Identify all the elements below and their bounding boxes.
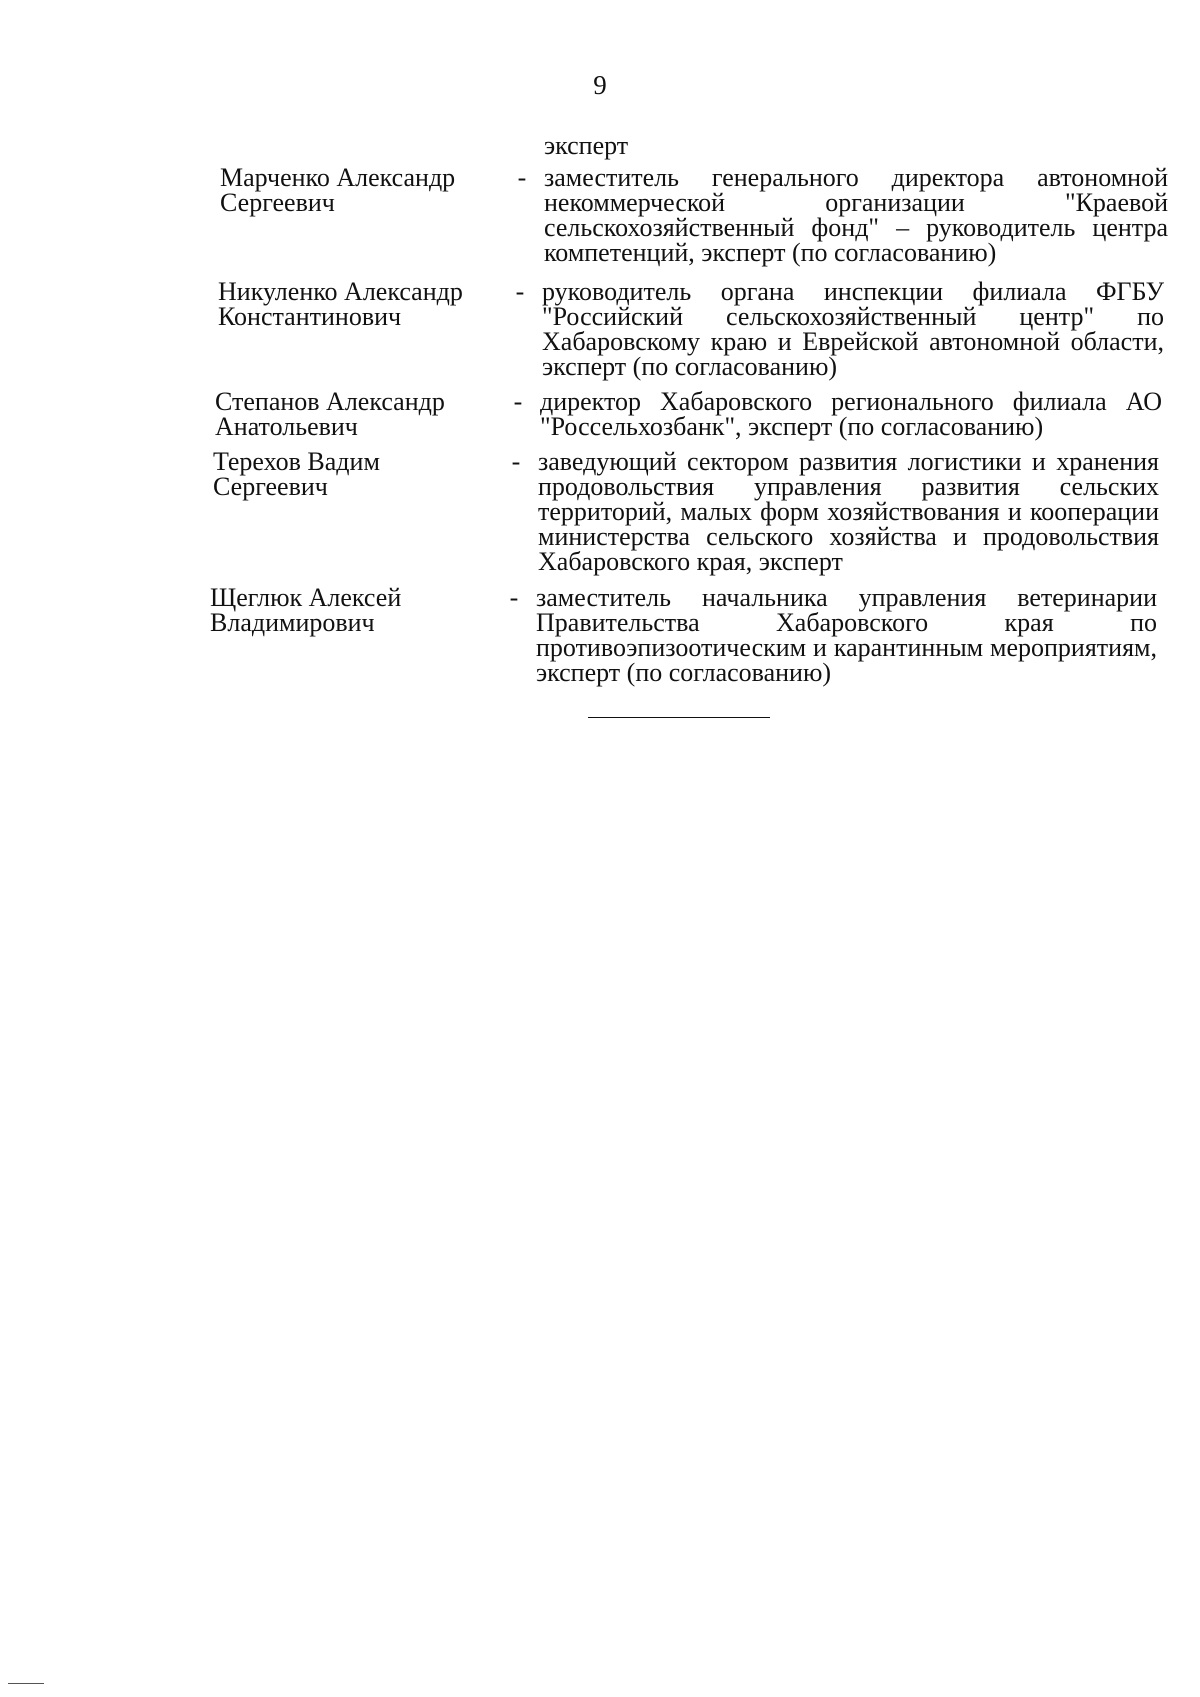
member-dash: - (509, 583, 519, 612)
member-name: Марченко Александр Сергеевич (220, 163, 456, 217)
end-of-list-rule (588, 717, 770, 718)
member-description: руководитель органа инспекции филиала ФГБУ "Российский сельскохозяйственный центр" по Хабаровскому краю и Еврейской автономной области, эксперт (по согласованию) (542, 277, 1164, 381)
member-name: Терехов Вадим Сергеевич (213, 447, 380, 501)
member-name: Щеглюк Алексей Владимирович (210, 583, 402, 637)
continuation-text: эксперт (544, 131, 629, 160)
member-name: Степанов Александр Анатольевич (215, 387, 445, 441)
member-description: директор Хабаровского регионального филиала АО "Россельхозбанк", эксперт (по согласованию) (540, 387, 1162, 441)
scan-edge-mark (8, 1683, 44, 1684)
member-dash: - (515, 277, 525, 306)
member-dash: - (511, 447, 521, 476)
member-description: заместитель начальника управления ветеринарии Правительства Хабаровского края по противоэпизоотическим и карантинным мероприятиям, эксперт (по согласованию) (536, 583, 1157, 687)
member-dash: - (517, 163, 527, 192)
member-description: заместитель генерального директора автономной некоммерческой организации "Краевой сельскохозяйственный фонд" – руководитель центра компетенций, эксперт (по согласованию) (544, 163, 1168, 267)
member-description: заведующий сектором развития логистики и хранения продовольствия управления развития сельских территорий, малых форм хозяйствования и кооперации министерства сельского хозяйства и продовольствия Хабаровского края, эксперт (538, 447, 1159, 576)
member-dash: - (513, 387, 523, 416)
member-name: Никуленко Александр Константинович (218, 277, 463, 331)
page-number: 9 (593, 70, 607, 100)
